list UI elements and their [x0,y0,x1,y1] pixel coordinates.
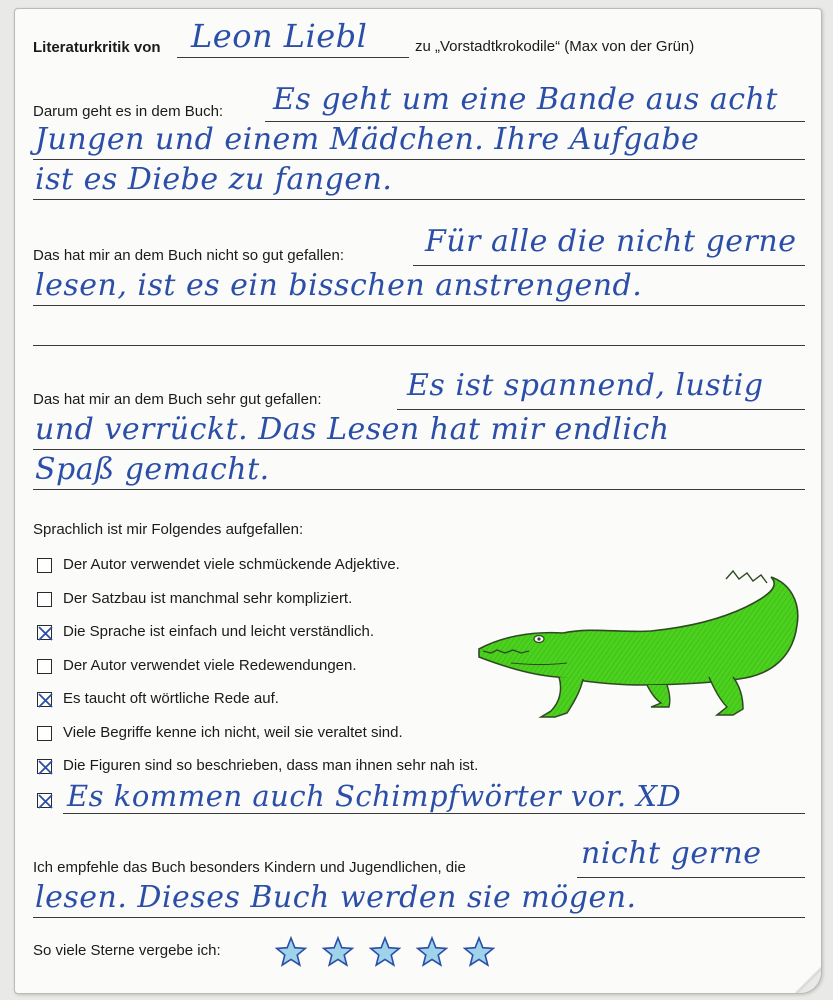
checkbox-4[interactable] [37,659,52,674]
recommend-label: Ich empfehle das Buch besonders Kindern und Jugendlichen, die [33,859,466,876]
star-icon-2 [324,938,353,965]
cross-mark-icon [37,692,54,709]
star-icon-4 [418,938,447,965]
summary-line-1: Es geht um eine Bande aus acht [273,82,778,117]
book-label: zu „Vorstadtkrokodile“ (Max von der Grün) [415,38,695,55]
cross-mark-icon [37,625,54,642]
custom-checklist-entry: Es kommen auch Schimpfwörter vor. XD [67,779,682,813]
checklist-item-label-6: Viele Begriffe kenne ich nicht, weil sie veraltet sind. [63,724,403,741]
recommend-line-2: lesen. Dieses Buch werden sie mögen. [35,880,637,915]
recommend-line-1: nicht gerne [581,836,762,871]
checkbox-7[interactable] [37,759,52,774]
dislike-line-2: lesen, ist es ein bisschen anstrengend. [35,268,643,303]
like-line-3: Spaß gemacht. [35,452,270,487]
star-icon-3 [371,938,400,965]
author-name: Leon Liebl [191,17,368,55]
dislike-label: Das hat mir an dem Buch nicht so gut gefallen: [33,247,345,264]
crocodile-illustration [471,567,811,727]
worksheet [14,8,822,994]
checkbox-6[interactable] [37,726,52,741]
checklist-item-label-2: Der Satzbau ist manchmal sehr kompliziert. [63,590,353,607]
name-line [177,57,409,58]
header-label: Literaturkritik von [33,39,161,56]
checkbox-3[interactable] [37,625,52,640]
checkbox-5[interactable] [37,692,52,707]
summary-line-3: ist es Diebe zu fangen. [35,162,393,197]
dislike-line-1: Für alle die nicht gerne [425,224,797,259]
star-icon-5 [465,938,494,965]
checklist-item-label-5: Es taucht oft wörtliche Rede auf. [63,690,279,707]
checkbox-8[interactable] [37,793,52,808]
checkbox-1[interactable] [37,558,52,573]
like-line-1: Es ist spannend, lustig [407,368,764,403]
like-line-2: und verrückt. Das Lesen hat mir endlich [35,412,670,447]
checklist-item-label-4: Der Autor verwendet viele Redewendungen. [63,657,357,674]
checklist-item-label-1: Der Autor verwendet viele schmückende Adjektive. [63,556,400,573]
checkbox-2[interactable] [37,592,52,607]
star-rating [273,933,533,973]
rating-label: So viele Sterne vergebe ich: [33,942,221,959]
checklist-item-label-7: Die Figuren sind so beschrieben, dass man ihnen sehr nah ist. [63,757,479,774]
page-curl [795,967,821,993]
summary-label: Darum geht es in dem Buch: [33,103,224,120]
star-icon-1 [277,938,306,965]
cross-mark-icon [37,759,54,776]
summary-line-2: Jungen und einem Mädchen. Ihre Aufgabe [35,122,700,157]
like-label: Das hat mir an dem Buch sehr gut gefallen: [33,391,322,408]
checklist-item-label-3: Die Sprache ist einfach und leicht verständlich. [63,623,375,640]
language-heading: Sprachlich ist mir Folgendes aufgefallen: [33,521,304,538]
cross-mark-icon [37,793,54,810]
